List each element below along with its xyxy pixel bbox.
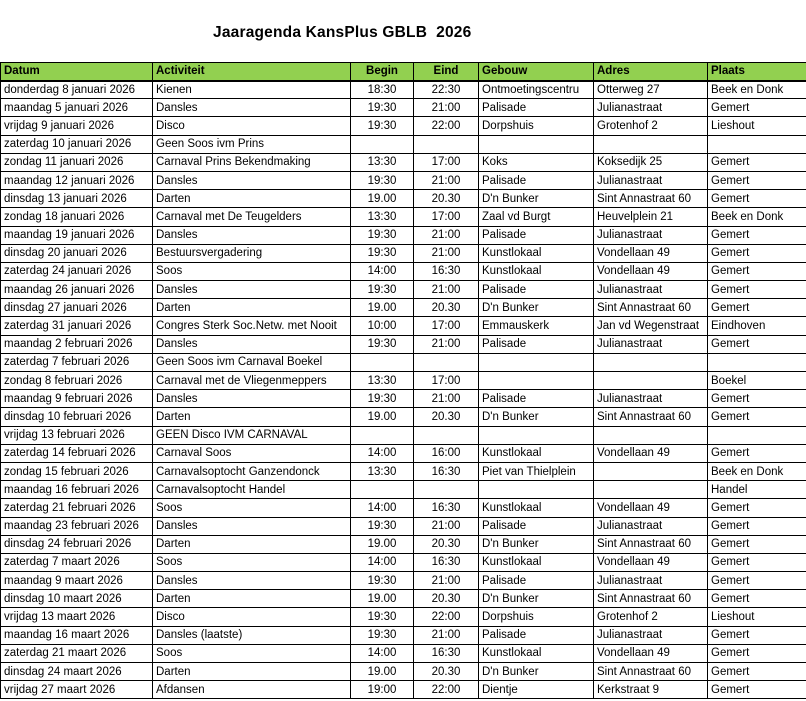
cell-gebouw: Zaal vd Burgt: [479, 208, 594, 226]
cell-gebouw: [479, 135, 594, 153]
cell-adres: Kerkstraat 9: [594, 681, 708, 699]
cell-gebouw: Palisade: [479, 226, 594, 244]
cell-begin: 19:30: [351, 572, 414, 590]
table-row: [1, 372, 806, 390]
cell-activiteit: Darten: [153, 190, 351, 208]
cell-begin: 19:30: [351, 171, 414, 189]
cell-plaats: Gemert: [708, 190, 806, 208]
cell-adres: Grotenhof 2: [594, 608, 708, 626]
cell-activiteit: Dansles: [153, 281, 351, 299]
cell-datum: zondag 18 januari 2026: [1, 208, 153, 226]
cell-datum: maandag 9 februari 2026: [1, 390, 153, 408]
cell-activiteit: Carnaval met de Vliegenmeppers: [153, 372, 351, 390]
cell-gebouw: Emmauskerk: [479, 317, 594, 335]
table-row: [1, 317, 806, 335]
cell-plaats: Gemert: [708, 572, 806, 590]
cell-gebouw: Kunstlokaal: [479, 244, 594, 262]
table-row: [1, 99, 806, 117]
cell-activiteit: Dansles: [153, 572, 351, 590]
cell-activiteit: Dansles: [153, 99, 351, 117]
title-area: [0, 0, 806, 62]
cell-datum: maandag 23 februari 2026: [1, 517, 153, 535]
cell-plaats: Gemert: [708, 262, 806, 280]
cell-begin: 13:30: [351, 153, 414, 171]
column-header-eind: Eind: [414, 63, 479, 81]
cell-plaats: Gemert: [708, 171, 806, 189]
cell-datum: zaterdag 7 februari 2026: [1, 353, 153, 371]
cell-gebouw: Palisade: [479, 171, 594, 189]
cell-plaats: Gemert: [708, 99, 806, 117]
cell-plaats: Gemert: [708, 644, 806, 662]
cell-adres: Julianastraat: [594, 572, 708, 590]
column-header-begin: Begin: [351, 63, 414, 81]
cell-activiteit: Dansles (laatste): [153, 626, 351, 644]
cell-adres: Vondellaan 49: [594, 262, 708, 280]
cell-datum: dinsdag 27 januari 2026: [1, 299, 153, 317]
cell-activiteit: Congres Sterk Soc.Netw. met Nooit: [153, 317, 351, 335]
table-row: [1, 553, 806, 571]
table-row: [1, 117, 806, 135]
column-header-datum: Datum: [1, 63, 153, 81]
cell-eind: 21:00: [414, 390, 479, 408]
cell-datum: zondag 11 januari 2026: [1, 153, 153, 171]
cell-adres: Jan vd Wegenstraat: [594, 317, 708, 335]
cell-eind: 21:00: [414, 335, 479, 353]
cell-eind: 21:00: [414, 281, 479, 299]
cell-adres: [594, 135, 708, 153]
cell-activiteit: Kienen: [153, 81, 351, 99]
cell-activiteit: Dansles: [153, 226, 351, 244]
cell-adres: Julianastraat: [594, 99, 708, 117]
cell-eind: 16:30: [414, 644, 479, 662]
cell-adres: Vondellaan 49: [594, 553, 708, 571]
cell-activiteit: Dansles: [153, 390, 351, 408]
cell-datum: zaterdag 21 maart 2026: [1, 644, 153, 662]
cell-activiteit: Soos: [153, 644, 351, 662]
cell-gebouw: Piet van Thielplein: [479, 462, 594, 480]
cell-eind: [414, 426, 479, 444]
cell-datum: vrijdag 27 maart 2026: [1, 681, 153, 699]
cell-adres: Vondellaan 49: [594, 644, 708, 662]
cell-adres: Grotenhof 2: [594, 117, 708, 135]
cell-plaats: Gemert: [708, 663, 806, 681]
cell-begin: 14:00: [351, 644, 414, 662]
column-header-activiteit: Activiteit: [153, 63, 351, 81]
cell-eind: 21:00: [414, 226, 479, 244]
cell-gebouw: D'n Bunker: [479, 299, 594, 317]
cell-plaats: Lieshout: [708, 117, 806, 135]
cell-datum: vrijdag 9 januari 2026: [1, 117, 153, 135]
table-row: [1, 171, 806, 189]
cell-plaats: Gemert: [708, 299, 806, 317]
cell-eind: 16:30: [414, 553, 479, 571]
cell-begin: 19.00: [351, 663, 414, 681]
cell-gebouw: Palisade: [479, 517, 594, 535]
cell-eind: 16:30: [414, 462, 479, 480]
cell-plaats: [708, 135, 806, 153]
cell-gebouw: [479, 426, 594, 444]
cell-begin: 13:30: [351, 462, 414, 480]
cell-begin: 19:00: [351, 681, 414, 699]
cell-datum: zaterdag 7 maart 2026: [1, 553, 153, 571]
cell-plaats: [708, 426, 806, 444]
cell-begin: 19.00: [351, 590, 414, 608]
cell-adres: Sint Annastraat 60: [594, 590, 708, 608]
cell-begin: [351, 426, 414, 444]
cell-plaats: Gemert: [708, 408, 806, 426]
cell-begin: [351, 481, 414, 499]
cell-gebouw: Palisade: [479, 281, 594, 299]
table-row: [1, 644, 806, 662]
cell-plaats: Gemert: [708, 517, 806, 535]
cell-eind: 17:00: [414, 208, 479, 226]
cell-begin: 19:30: [351, 99, 414, 117]
cell-eind: 20.30: [414, 299, 479, 317]
cell-plaats: Gemert: [708, 626, 806, 644]
cell-adres: Julianastraat: [594, 335, 708, 353]
cell-gebouw: Koks: [479, 153, 594, 171]
table-row: [1, 153, 806, 171]
cell-gebouw: Ontmoetingscentru: [479, 81, 594, 99]
cell-activiteit: Carnavalsoptocht Ganzendonck: [153, 462, 351, 480]
cell-adres: Julianastraat: [594, 517, 708, 535]
cell-gebouw: D'n Bunker: [479, 663, 594, 681]
cell-datum: maandag 16 maart 2026: [1, 626, 153, 644]
cell-plaats: Gemert: [708, 153, 806, 171]
cell-begin: 19:30: [351, 281, 414, 299]
cell-adres: Julianastraat: [594, 171, 708, 189]
cell-plaats: Gemert: [708, 244, 806, 262]
table-row: [1, 517, 806, 535]
cell-activiteit: Darten: [153, 535, 351, 553]
cell-gebouw: Kunstlokaal: [479, 262, 594, 280]
cell-eind: [414, 481, 479, 499]
table-row: [1, 390, 806, 408]
cell-activiteit: Carnaval Prins Bekendmaking: [153, 153, 351, 171]
cell-datum: maandag 26 januari 2026: [1, 281, 153, 299]
cell-begin: 19:30: [351, 517, 414, 535]
cell-gebouw: [479, 481, 594, 499]
cell-begin: 19:30: [351, 117, 414, 135]
cell-adres: Julianastraat: [594, 281, 708, 299]
cell-adres: Sint Annastraat 60: [594, 190, 708, 208]
cell-eind: [414, 353, 479, 371]
cell-eind: 22:00: [414, 117, 479, 135]
table-row: [1, 408, 806, 426]
cell-begin: 13:30: [351, 208, 414, 226]
cell-gebouw: D'n Bunker: [479, 590, 594, 608]
cell-eind: 22:00: [414, 681, 479, 699]
cell-adres: Sint Annastraat 60: [594, 535, 708, 553]
cell-adres: Sint Annastraat 60: [594, 408, 708, 426]
cell-begin: 13:30: [351, 372, 414, 390]
table-row: [1, 444, 806, 462]
cell-eind: 21:00: [414, 244, 479, 262]
cell-gebouw: D'n Bunker: [479, 408, 594, 426]
cell-activiteit: Afdansen: [153, 681, 351, 699]
cell-begin: 19:30: [351, 608, 414, 626]
cell-begin: [351, 135, 414, 153]
header-row: [1, 63, 806, 81]
cell-eind: [414, 135, 479, 153]
cell-plaats: Gemert: [708, 226, 806, 244]
cell-eind: 16:30: [414, 262, 479, 280]
cell-begin: 19:30: [351, 626, 414, 644]
cell-activiteit: Darten: [153, 408, 351, 426]
cell-eind: 17:00: [414, 153, 479, 171]
cell-gebouw: Dientje: [479, 681, 594, 699]
cell-datum: maandag 5 januari 2026: [1, 99, 153, 117]
table-row: [1, 81, 806, 99]
cell-adres: Julianastraat: [594, 626, 708, 644]
cell-adres: Otterweg 27: [594, 81, 708, 99]
cell-activiteit: Soos: [153, 553, 351, 571]
cell-activiteit: Soos: [153, 499, 351, 517]
table-row: [1, 626, 806, 644]
table-row: [1, 590, 806, 608]
cell-gebouw: Dorpshuis: [479, 117, 594, 135]
cell-eind: 21:00: [414, 572, 479, 590]
cell-eind: 17:00: [414, 317, 479, 335]
cell-activiteit: Darten: [153, 663, 351, 681]
cell-begin: 19.00: [351, 535, 414, 553]
cell-gebouw: Palisade: [479, 335, 594, 353]
cell-adres: Vondellaan 49: [594, 499, 708, 517]
cell-gebouw: D'n Bunker: [479, 535, 594, 553]
cell-eind: 20.30: [414, 190, 479, 208]
cell-eind: 20.30: [414, 408, 479, 426]
table-row: [1, 135, 806, 153]
cell-eind: 21:00: [414, 517, 479, 535]
cell-adres: [594, 372, 708, 390]
cell-datum: dinsdag 10 maart 2026: [1, 590, 153, 608]
cell-activiteit: Disco: [153, 117, 351, 135]
cell-datum: zaterdag 24 januari 2026: [1, 262, 153, 280]
cell-begin: 14:00: [351, 499, 414, 517]
cell-plaats: [708, 353, 806, 371]
cell-begin: 19:30: [351, 390, 414, 408]
cell-datum: dinsdag 13 januari 2026: [1, 190, 153, 208]
cell-begin: 19:30: [351, 335, 414, 353]
cell-datum: zondag 8 februari 2026: [1, 372, 153, 390]
cell-gebouw: Palisade: [479, 390, 594, 408]
cell-begin: 19.00: [351, 299, 414, 317]
cell-activiteit: Geen Soos ivm Prins: [153, 135, 351, 153]
cell-datum: maandag 19 januari 2026: [1, 226, 153, 244]
cell-eind: 22:00: [414, 608, 479, 626]
table-row: [1, 335, 806, 353]
table-row: [1, 535, 806, 553]
cell-plaats: Gemert: [708, 590, 806, 608]
cell-eind: 20.30: [414, 590, 479, 608]
table-row: [1, 462, 806, 480]
cell-begin: 19.00: [351, 408, 414, 426]
cell-adres: Vondellaan 49: [594, 444, 708, 462]
table-row: [1, 663, 806, 681]
cell-activiteit: Darten: [153, 299, 351, 317]
cell-eind: 20.30: [414, 663, 479, 681]
cell-activiteit: Bestuursvergadering: [153, 244, 351, 262]
table-row: [1, 281, 806, 299]
cell-gebouw: Kunstlokaal: [479, 444, 594, 462]
cell-datum: dinsdag 24 maart 2026: [1, 663, 153, 681]
cell-plaats: Handel: [708, 481, 806, 499]
cell-begin: 10:00: [351, 317, 414, 335]
cell-adres: Heuvelplein 21: [594, 208, 708, 226]
cell-gebouw: Kunstlokaal: [479, 553, 594, 571]
cell-eind: 16:30: [414, 499, 479, 517]
cell-activiteit: Dansles: [153, 517, 351, 535]
cell-adres: Julianastraat: [594, 390, 708, 408]
cell-begin: 14:00: [351, 553, 414, 571]
cell-eind: 21:00: [414, 626, 479, 644]
cell-adres: [594, 481, 708, 499]
cell-begin: 14:00: [351, 444, 414, 462]
table-row: [1, 481, 806, 499]
cell-gebouw: [479, 372, 594, 390]
cell-adres: [594, 462, 708, 480]
agenda-table-header: [1, 63, 806, 81]
cell-datum: zaterdag 14 februari 2026: [1, 444, 153, 462]
cell-gebouw: Kunstlokaal: [479, 644, 594, 662]
cell-plaats: Lieshout: [708, 608, 806, 626]
cell-gebouw: Palisade: [479, 572, 594, 590]
cell-datum: maandag 9 maart 2026: [1, 572, 153, 590]
cell-begin: [351, 353, 414, 371]
cell-adres: [594, 426, 708, 444]
cell-datum: donderdag 8 januari 2026: [1, 81, 153, 99]
cell-plaats: Beek en Donk: [708, 462, 806, 480]
cell-activiteit: Disco: [153, 608, 351, 626]
cell-begin: 19:30: [351, 244, 414, 262]
cell-datum: maandag 16 februari 2026: [1, 481, 153, 499]
table-row: [1, 608, 806, 626]
cell-plaats: Beek en Donk: [708, 208, 806, 226]
cell-activiteit: GEEN Disco IVM CARNAVAL: [153, 426, 351, 444]
cell-adres: Koksedijk 25: [594, 153, 708, 171]
cell-plaats: Gemert: [708, 444, 806, 462]
cell-datum: dinsdag 10 februari 2026: [1, 408, 153, 426]
cell-gebouw: D'n Bunker: [479, 190, 594, 208]
cell-adres: Sint Annastraat 60: [594, 299, 708, 317]
table-row: [1, 208, 806, 226]
column-header-plaats: Plaats: [708, 63, 806, 81]
cell-activiteit: Darten: [153, 590, 351, 608]
table-row: [1, 499, 806, 517]
table-row: [1, 226, 806, 244]
cell-eind: 21:00: [414, 171, 479, 189]
page-title: Jaaragenda KansPlus GBLB 2026: [213, 24, 472, 41]
cell-plaats: Gemert: [708, 681, 806, 699]
agenda-table-body: [1, 81, 806, 699]
cell-activiteit: Carnaval met De Teugelders: [153, 208, 351, 226]
cell-plaats: Gemert: [708, 535, 806, 553]
cell-eind: 20.30: [414, 535, 479, 553]
cell-gebouw: [479, 353, 594, 371]
cell-plaats: Gemert: [708, 390, 806, 408]
cell-datum: dinsdag 24 februari 2026: [1, 535, 153, 553]
cell-begin: 18:30: [351, 81, 414, 99]
cell-datum: zondag 15 februari 2026: [1, 462, 153, 480]
cell-eind: 17:00: [414, 372, 479, 390]
cell-activiteit: Carnavalsoptocht Handel: [153, 481, 351, 499]
table-row: [1, 426, 806, 444]
cell-plaats: Eindhoven: [708, 317, 806, 335]
table-row: [1, 353, 806, 371]
cell-gebouw: Palisade: [479, 626, 594, 644]
column-header-adres: Adres: [594, 63, 708, 81]
cell-datum: maandag 2 februari 2026: [1, 335, 153, 353]
cell-begin: 19.00: [351, 190, 414, 208]
column-header-gebouw: Gebouw: [479, 63, 594, 81]
table-row: [1, 190, 806, 208]
cell-plaats: Beek en Donk: [708, 81, 806, 99]
table-row: [1, 299, 806, 317]
cell-datum: dinsdag 20 januari 2026: [1, 244, 153, 262]
table-row: [1, 244, 806, 262]
cell-adres: Vondellaan 49: [594, 244, 708, 262]
cell-gebouw: Dorpshuis: [479, 608, 594, 626]
cell-gebouw: Kunstlokaal: [479, 499, 594, 517]
agenda-table: [0, 62, 806, 699]
cell-datum: zaterdag 21 februari 2026: [1, 499, 153, 517]
cell-activiteit: Soos: [153, 262, 351, 280]
cell-activiteit: Carnaval Soos: [153, 444, 351, 462]
cell-gebouw: Palisade: [479, 99, 594, 117]
cell-eind: 21:00: [414, 99, 479, 117]
cell-datum: vrijdag 13 maart 2026: [1, 608, 153, 626]
cell-activiteit: Dansles: [153, 171, 351, 189]
cell-adres: Julianastraat: [594, 226, 708, 244]
table-row: [1, 262, 806, 280]
cell-eind: 16:00: [414, 444, 479, 462]
cell-activiteit: Geen Soos ivm Carnaval Boekel: [153, 353, 351, 371]
cell-plaats: Gemert: [708, 553, 806, 571]
cell-datum: zaterdag 31 januari 2026: [1, 317, 153, 335]
cell-eind: 22:30: [414, 81, 479, 99]
cell-begin: 14:00: [351, 262, 414, 280]
cell-datum: vrijdag 13 februari 2026: [1, 426, 153, 444]
table-row: [1, 572, 806, 590]
cell-datum: zaterdag 10 januari 2026: [1, 135, 153, 153]
table-row: [1, 681, 806, 699]
cell-plaats: Gemert: [708, 499, 806, 517]
cell-adres: Sint Annastraat 60: [594, 663, 708, 681]
cell-adres: [594, 353, 708, 371]
cell-activiteit: Dansles: [153, 335, 351, 353]
cell-datum: maandag 12 januari 2026: [1, 171, 153, 189]
cell-plaats: Boekel: [708, 372, 806, 390]
cell-plaats: Gemert: [708, 335, 806, 353]
cell-plaats: Gemert: [708, 281, 806, 299]
cell-begin: 19:30: [351, 226, 414, 244]
